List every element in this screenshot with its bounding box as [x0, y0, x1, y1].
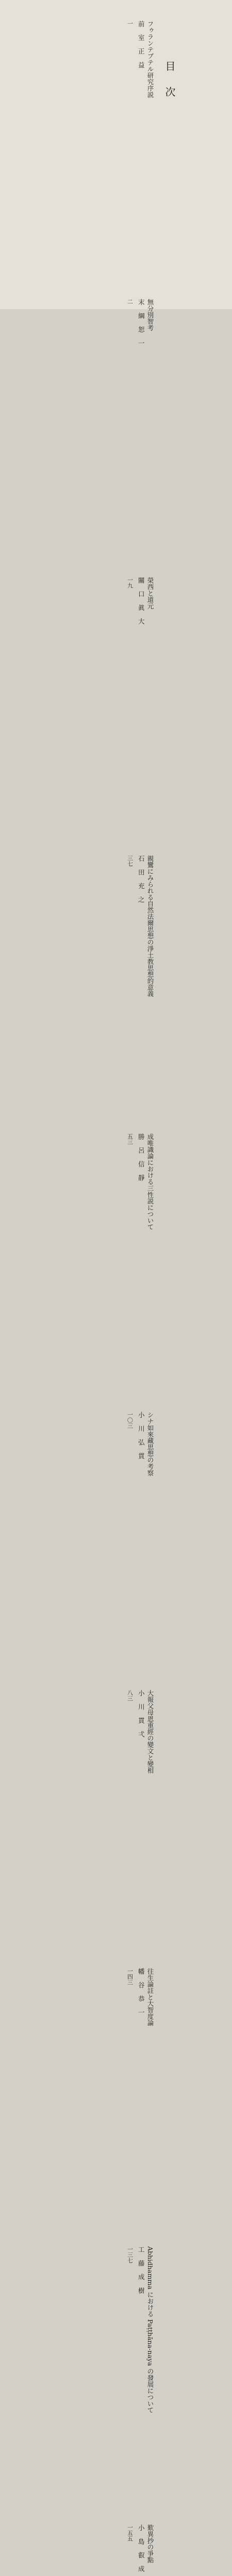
toc-entry-author: 工 藤 成 樹	[137, 2246, 145, 2296]
toc-entry-page-number: 一五五	[126, 2524, 134, 2541]
toc-entry[interactable]	[126, 2246, 155, 2524]
toc-entry-author: 小 島 叡 成	[137, 2524, 145, 2574]
toc-entry[interactable]	[126, 1412, 155, 1690]
toc-entry-author: 關 口 眞 大	[137, 577, 145, 627]
toc-entry-author: 小 川 貫 弌	[137, 1690, 145, 1740]
toc-entry-page-number: 一三七	[126, 2246, 134, 2263]
toc-entry-title: 親鸞にみられる自然法爾思想の淨土教思想的意義	[146, 855, 154, 997]
toc-entry[interactable]	[126, 299, 155, 577]
toc-entry-title: 往生論註と大智度論	[146, 1968, 154, 2026]
toc-entry-page-number: 一四三	[126, 1968, 134, 1985]
toc-entry[interactable]	[126, 577, 155, 855]
toc-entry-page-number: 二	[126, 299, 134, 304]
toc-entry-title: 榮西と道元	[146, 577, 154, 609]
toc-entry-page-number: 一九	[126, 577, 134, 588]
toc-entry-author: 前 室 正 益	[137, 21, 145, 71]
toc-entry[interactable]	[126, 21, 155, 299]
toc-entry-title: フゥランテブテル研究序説	[146, 21, 154, 98]
toc-entry-page-number: 一	[126, 21, 134, 26]
toc-entry[interactable]	[126, 1968, 155, 2246]
toc-entry-author: 幡 谷 恭 一	[137, 1968, 145, 2018]
page-heading: 目次	[163, 61, 176, 112]
toc-entry-page-number: 八三	[126, 1690, 134, 1701]
toc-entry-author: 石 田 充 之	[137, 855, 145, 905]
toc-entry-title: 歎異抄の爭點	[146, 2524, 154, 2563]
toc-entry[interactable]	[126, 2524, 155, 2576]
toc-entry-title: シナ如來藏思想の考察	[146, 1412, 154, 1476]
toc-entry-page-number: 三七	[126, 855, 134, 867]
toc-entry-page-number: 五三	[126, 1133, 134, 1145]
toc-entry[interactable]	[126, 1690, 155, 1968]
toc-entry-title: 無分別智考	[146, 299, 154, 331]
toc-entry-title: 成唯識論における三性説について	[146, 1133, 154, 1230]
toc-entry-author: 勝 呂 信 靜	[137, 1133, 145, 1183]
toc-entry[interactable]	[126, 855, 155, 1133]
toc-entry-author: 小 川 弘 貫	[137, 1412, 145, 1462]
toc-entry-author: 末 綱 恕 一	[137, 299, 145, 349]
toc-entry-title: 大報父母恩重經の變文と變相	[146, 1690, 154, 1774]
table-of-contents	[21, 21, 155, 2574]
toc-entry-page-number: 一〇三	[126, 1412, 134, 1429]
toc-entry-title: Abhidhamma における Paṭṭhāna-naya の發展について	[146, 2246, 154, 2413]
toc-entry[interactable]	[126, 1133, 155, 1412]
